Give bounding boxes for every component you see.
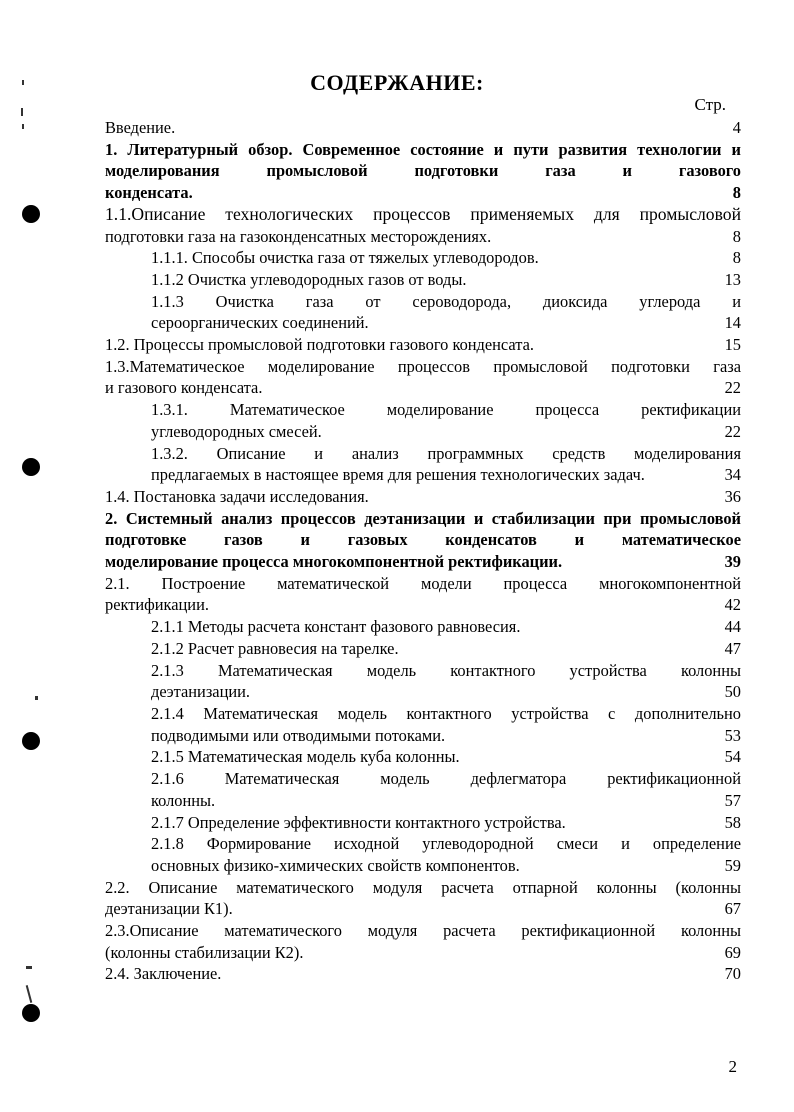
toc-entry-text: основных физико-химических свойств компонентов. <box>151 855 520 875</box>
toc-entry <box>105 443 741 486</box>
toc-entry-text: моделирование процесса многокомпонентной ректификации. <box>105 552 563 572</box>
scan-speck <box>21 108 23 116</box>
punch-hole-icon <box>22 458 40 476</box>
toc-entry <box>105 486 741 508</box>
toc-entry-text: 2.1.1 Методы расчета констант фазового равновесия. <box>151 617 521 637</box>
page-column-label: Стр. <box>694 95 726 114</box>
toc-entry <box>105 768 741 811</box>
page-number: 2 <box>728 1057 737 1076</box>
toc-entry-text: 2.1.5 Математическая модель куба колонны. <box>151 747 460 767</box>
toc-entry-text: 2.1.8 Формирование исходной углеводородной смеси и определение <box>151 834 741 854</box>
toc-page-number: 50 <box>724 682 741 702</box>
punch-hole-icon <box>22 1004 40 1022</box>
toc-entry-text: 2.1.2 Расчет равновесия на тарелке. <box>151 638 399 658</box>
toc-entry-text: 1.1.1. Способы очистка газа от тяжелых углеводородов. <box>151 248 539 268</box>
toc-entry-text: 1.2. Процессы промысловой подготовки газового конденсата. <box>105 335 534 355</box>
toc-entry <box>105 508 741 573</box>
toc-page-number: 8 <box>732 183 741 203</box>
toc-entry-text: 1.3.Математическое моделирование процессов промысловой подготовки газа <box>105 356 741 376</box>
toc-entry <box>105 877 741 920</box>
scan-speck <box>22 80 24 85</box>
toc-page-number: 14 <box>724 313 741 333</box>
scan-speck <box>35 696 38 700</box>
toc-entry-text: колонны. <box>151 790 216 810</box>
toc-entry <box>105 703 741 746</box>
toc-entry <box>105 573 741 616</box>
toc-entry-text: 2.1.6 Математическая модель дефлегматора ректификационной <box>151 769 741 789</box>
table-of-contents <box>105 117 741 985</box>
toc-entry-text: 2.4. Заключение. <box>105 964 222 984</box>
scan-speck <box>26 985 33 1003</box>
toc-entry <box>105 291 741 334</box>
toc-page-number: 67 <box>724 899 741 919</box>
toc-page-number: 44 <box>724 617 741 637</box>
toc-entry <box>105 746 741 768</box>
toc-page-number: 22 <box>724 421 741 441</box>
toc-page-number: 4 <box>732 118 741 137</box>
toc-entry-text: 1.4. Постановка задачи исследования. <box>105 486 369 506</box>
toc-entry <box>105 616 741 638</box>
toc-entry-text: 2.3.Описание математического модуля расчета ректификационной колонны <box>105 921 741 941</box>
scan-speck <box>22 124 24 129</box>
toc-entry-text: подготовки газа на газоконденсатных месторождениях. <box>105 226 492 246</box>
toc-entry-text: углеводородных смесей. <box>151 421 322 441</box>
toc-entry <box>105 334 741 356</box>
toc-page-number: 47 <box>724 638 741 658</box>
toc-entry-text: (колонны стабилизации К2). <box>105 942 304 962</box>
toc-entry-text: подводимыми или отводимыми потоками. <box>151 725 446 745</box>
toc-page-number: 34 <box>724 465 741 485</box>
toc-page-number: 8 <box>732 226 741 246</box>
toc-page-number: 69 <box>724 942 741 962</box>
toc-entry <box>105 247 741 269</box>
toc-entry-text: Введение. <box>105 118 176 137</box>
toc-entry-text: конденсата. <box>105 183 193 203</box>
toc-entry-text: ректификации. <box>105 595 209 615</box>
toc-entry-text: 2.1.4 Математическая модель контактного устройства с дополнительно <box>151 703 741 723</box>
toc-page-number: 59 <box>724 855 741 875</box>
toc-page-number: 13 <box>724 269 741 289</box>
toc-page-number: 54 <box>724 747 741 767</box>
toc-entry-text: 1.1.Описание технологических процессов применяемых для промысловой <box>105 203 741 224</box>
toc-entry-text: деэтанизации. <box>151 682 250 702</box>
toc-entry-text: 2.1. Построение математической модели процесса многокомпонентной <box>105 573 741 593</box>
toc-entry <box>105 638 741 660</box>
toc-entry-text: 1.1.2 Очистка углеводородных газов от воды. <box>151 269 467 289</box>
toc-page-number: 42 <box>724 595 741 615</box>
scan-speck <box>26 966 32 969</box>
toc-entry-text: деэтанизации К1). <box>105 899 233 919</box>
toc-entry-text: 2.1.3 Математическая модель контактного устройства колонны <box>151 660 741 680</box>
toc-entry <box>105 660 741 703</box>
toc-entry <box>105 920 741 963</box>
toc-entry <box>105 117 741 139</box>
punch-hole-icon <box>22 205 40 223</box>
toc-page-number: 36 <box>724 486 741 506</box>
toc-entry <box>105 963 741 985</box>
toc-entry <box>105 833 741 876</box>
toc-page-number: 57 <box>724 790 741 810</box>
toc-entry-text: 1.1.3 Очистка газа от сероводорода, диоксида углерода и <box>151 291 741 311</box>
toc-entry <box>105 399 741 442</box>
toc-page-number: 39 <box>724 552 741 572</box>
toc-page-number: 70 <box>724 964 741 984</box>
toc-entry <box>105 139 741 204</box>
toc-entry-text: 1. Литературный обзор. Современное состояние и пути развития технологии и моделирования промысловой подготовки газа и газового <box>105 139 741 181</box>
toc-entry-text: 2. Системный анализ процессов деэтанизации и стабилизации при промысловой подготовке газов и газовых конденсатов и математическое <box>105 508 741 550</box>
toc-entry-text: и газового конденсата. <box>105 378 263 398</box>
toc-page-number: 58 <box>724 812 741 832</box>
toc-entry-text: 2.2. Описание математического модуля расчета отпарной колонны (колонны <box>105 877 741 897</box>
toc-entry-text: сероорганических соединений. <box>151 313 369 333</box>
toc-page-number: 15 <box>724 335 741 355</box>
toc-entry-text: 1.3.2. Описание и анализ программных средств моделирования <box>151 443 741 463</box>
page-title: СОДЕРЖАНИЕ: <box>310 70 484 95</box>
toc-entry <box>105 204 741 247</box>
punch-hole-icon <box>22 732 40 750</box>
toc-page-number: 22 <box>724 378 741 398</box>
toc-entry-text: 2.1.7 Определение эффективности контактного устройства. <box>151 812 566 832</box>
toc-page-number: 53 <box>724 725 741 745</box>
toc-entry-text: 1.3.1. Математическое моделирование процесса ректификации <box>151 400 741 420</box>
toc-entry <box>105 812 741 834</box>
toc-entry <box>105 269 741 291</box>
toc-page-number: 8 <box>732 248 741 268</box>
toc-entry <box>105 356 741 399</box>
toc-entry-text: предлагаемых в настоящее время для решения технологических задач. <box>151 465 645 485</box>
